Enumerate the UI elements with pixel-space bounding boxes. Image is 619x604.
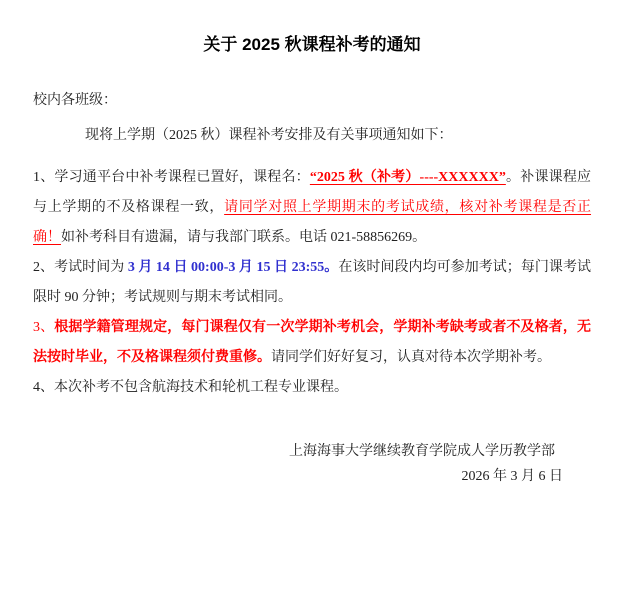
notice-item-4 <box>33 373 591 403</box>
policy-warning: 根据学籍管理规定，每门课程仅有一次学期补考机会，学期补考缺考或者不及格者，无法按时毕业，不及格课程须付费重修。 <box>33 320 592 365</box>
intro-paragraph: 现将上学期（2025 秋）课程补考安排及有关事项通知如下： <box>85 128 453 143</box>
signature-department: 上海海事大学继续教育学院成人学历教学部 <box>289 444 555 459</box>
notice-item-3 <box>33 313 591 373</box>
notice-title: 关于 2025 秋课程补考的通知 <box>203 35 421 54</box>
item2-tail: 在该时间段内均可参加考试；每门课考试限时 90 分钟；考试规则与期末考试相同。 <box>33 260 591 305</box>
course-name-highlight: “2025 秋（补考）----XXXXXX” <box>309 170 506 185</box>
item3-number: 3、 <box>33 320 55 335</box>
item3-tail: 请同学们好好复习，认真对待本次学期补考。 <box>271 350 551 365</box>
salutation: 校内各班级： <box>33 93 117 108</box>
exam-time-highlight: 3 月 14 日 00:00-3 月 15 日 23:55。 <box>127 260 339 275</box>
signature-date: 2026 年 3 月 6 日 <box>461 469 563 484</box>
item1-lead: 1、学习通平台中补考课程已置好，课程名： <box>33 170 310 185</box>
notice-item-2 <box>33 253 591 313</box>
score-check-warning: 请同学对照上学期期末的考试成绩，核对补考课程是否正确！ <box>33 200 592 245</box>
notice-item-1 <box>33 163 591 253</box>
item4-text: 4、本次补考不包含航海技术和轮机工程专业课程。 <box>33 380 348 395</box>
item1-tail: 如补考科目有遗漏，请与我部门联系。电话 021-58856269。 <box>61 230 427 245</box>
item1-mid: 。补课课程应与上学期的不及格课程一致， <box>33 170 592 215</box>
signature-block <box>33 439 591 489</box>
item2-lead: 2、考试时间为 <box>33 260 128 275</box>
